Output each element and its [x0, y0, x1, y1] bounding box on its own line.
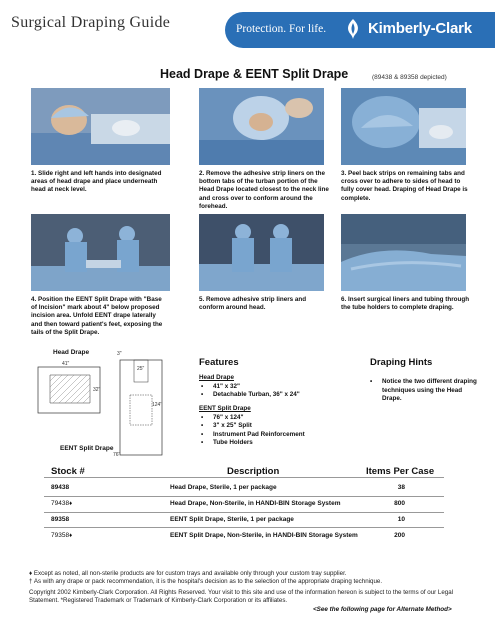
- feature-item: • Detachable Turban, 36" x 24": [201, 391, 349, 400]
- qty-column-header: Items Per Case: [366, 466, 435, 477]
- feature-item: • Instrument Pad Reinforcement: [201, 431, 349, 440]
- head-drape-label: Head Drape: [53, 349, 90, 356]
- step-2-photo: [199, 88, 324, 165]
- features-head-drape-title: Head Drape: [199, 374, 234, 381]
- footnote-nonsterile: ♦ Except as noted, all non-sterile products are for custom trays and available only through your custom tray supplier.: [29, 570, 347, 577]
- alternate-method-link[interactable]: <See the following page for Alternate Method>: [313, 606, 452, 613]
- dim-25: 25": [137, 366, 145, 372]
- step-4-caption: 4. Position the EENT Split Drape with "Base of Incision" mark about 4" below proposed incision area. Unfold EENT drape laterally and then toward patient's feet, exposing the tails of the Split Drape.: [31, 296, 163, 336]
- step-6-caption: 6. Insert surgical liners and tubing through the tube holders to complete draping.: [341, 296, 470, 312]
- table-row-code: 89438: [51, 484, 70, 491]
- table-row-desc: EENT Split Drape, Sterile, 1 per package: [170, 516, 294, 523]
- table-divider: [44, 496, 444, 497]
- table-row-desc: Head Drape, Sterile, 1 per package: [170, 484, 277, 491]
- document-title: Head Drape & EENT Split Drape: [160, 67, 349, 81]
- description-column-header: Description: [227, 466, 280, 477]
- features-eent-drape: [199, 405, 349, 448]
- step-4-photo: [31, 214, 170, 291]
- table-row-qty: 800: [394, 500, 405, 507]
- dim-41: 41": [62, 361, 70, 367]
- hint-item: • Notice the two different draping techniques using the Head Drape.: [370, 378, 480, 404]
- stock-column-header: Stock #: [51, 466, 85, 477]
- document-subtitle: (89438 & 89358 depicted): [372, 74, 447, 81]
- table-row-qty: 200: [394, 532, 405, 539]
- dim-3: 3": [117, 351, 122, 357]
- drape-diagram: [30, 355, 170, 460]
- table-row-desc: EENT Split Drape, Non-Sterile, in HANDI-BIN Storage System: [170, 532, 358, 539]
- page-header: [0, 0, 495, 52]
- brand-slogan: Protection. For life.: [236, 23, 327, 35]
- step-1-caption: 1. Slide right and left hands into designated areas of head drape and place underneath head at neck level.: [31, 170, 162, 194]
- dim-32: 32": [93, 387, 101, 393]
- table-divider: [44, 512, 444, 513]
- table-divider: [44, 477, 444, 478]
- table-row-qty: 10: [397, 516, 405, 523]
- dim-124: 124": [152, 402, 163, 408]
- table-row-code: 79358♦: [51, 532, 73, 539]
- table-row-qty: 38: [397, 484, 405, 491]
- feature-item: • 76" x 124": [201, 414, 349, 423]
- dim-76: 76": [113, 452, 121, 458]
- step-3-photo: [341, 88, 466, 165]
- step-1-photo: [31, 88, 170, 165]
- non-sterile-diamond-icon: ♦: [69, 501, 73, 507]
- step-6-photo: [341, 214, 466, 291]
- non-sterile-diamond-icon: ♦: [69, 533, 73, 539]
- step-5-caption: 5. Remove adhesive strip liners and conform around head.: [199, 296, 307, 312]
- brand-name: Kimberly-Clark: [368, 20, 472, 37]
- features-head-drape: [199, 374, 349, 400]
- feature-item: • 3" x 25" Split: [201, 422, 349, 431]
- table-row-desc: Head Drape, Non-Sterile, in HANDI-BIN Storage System: [170, 500, 341, 507]
- legal-notice: Copyright 2002 Kimberly-Clark Corporation. All Rights Reserved. Your visit to this site and use of the information hereon is subject to the terms of our Legal Statement. *Registered Trademark or Trademark of Kimberly-Clark Corporation or its affiliates.: [29, 589, 454, 605]
- features-heading: Features: [199, 357, 239, 368]
- step-5-photo: [199, 214, 324, 291]
- feature-item: • Tube Holders: [201, 439, 349, 448]
- guide-title: Surgical Draping Guide: [11, 14, 171, 31]
- hints-heading: Draping Hints: [370, 357, 433, 368]
- kimberly-clark-logo-icon: [343, 18, 363, 40]
- eent-drape-label: EENT Split Drape: [60, 445, 114, 452]
- feature-item: • 41" x 32": [201, 383, 349, 392]
- step-3-caption: 3. Peel back strips on remaining tabs and cross over to adhere to sides of head to fully cover head. Draping of Head Drape is complete.: [341, 170, 468, 202]
- table-row-code: 79438♦: [51, 500, 73, 507]
- step-2-caption: 2. Remove the adhesive strip liners on the bottom tabs of the turban portion of the Head Drape located closest to the neck line and cross over to conform around the forehead.: [199, 170, 329, 210]
- table-divider: [44, 527, 444, 528]
- table-row-code: 89358: [51, 516, 70, 523]
- footnote-selection: † As with any drape or pack recommendation, it is the hospital's decision as to the selection of the appropriate draping technique.: [29, 578, 383, 585]
- features-eent-drape-title: EENT Split Drape: [199, 405, 251, 412]
